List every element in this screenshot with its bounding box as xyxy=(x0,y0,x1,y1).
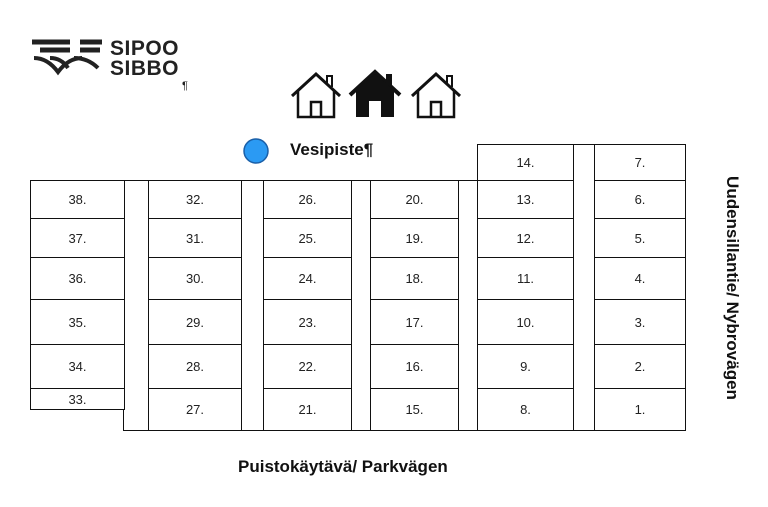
plot-19[interactable]: 19. xyxy=(370,218,459,258)
road-label-right: Uudensillantie/ Nybrovägen xyxy=(723,176,742,400)
plot-6[interactable]: 6. xyxy=(594,180,686,219)
house-filled-icon xyxy=(347,68,403,120)
water-point-label: Vesipiste¶ xyxy=(290,140,374,159)
plot-14[interactable]: 14. xyxy=(477,144,574,181)
plot-29[interactable]: 29. xyxy=(148,299,242,345)
plot-11[interactable]: 11. xyxy=(477,257,574,300)
plot-31[interactable]: 31. xyxy=(148,218,242,258)
path-strip xyxy=(351,180,371,431)
plot-36[interactable]: 36. xyxy=(30,257,125,300)
logo-line-2: SIBBO xyxy=(110,57,180,80)
path-strip xyxy=(240,180,264,431)
plot-33[interactable]: 33. xyxy=(30,388,125,410)
plot-28[interactable]: 28. xyxy=(148,344,242,389)
plot-30[interactable]: 30. xyxy=(148,257,242,300)
plot-5[interactable]: 5. xyxy=(594,218,686,258)
plot-37[interactable]: 37. xyxy=(30,218,125,258)
sipoo-logo xyxy=(30,36,190,92)
plot-38[interactable]: 38. xyxy=(30,180,125,219)
plot-18[interactable]: 18. xyxy=(370,257,459,300)
plot-22[interactable]: 22. xyxy=(263,344,352,389)
water-point-icon xyxy=(241,136,271,166)
road-label-bottom: Puistokäytävä/ Parkvägen xyxy=(238,457,448,476)
plot-23[interactable]: 23. xyxy=(263,299,352,345)
plot-21[interactable]: 21. xyxy=(263,388,352,431)
plot-26[interactable]: 26. xyxy=(263,180,352,219)
logo-line-1: SIPOO xyxy=(110,37,180,60)
path-strip xyxy=(458,180,478,431)
path-strip xyxy=(573,144,595,431)
plot-1[interactable]: 1. xyxy=(594,388,686,431)
plot-27[interactable]: 27. xyxy=(148,388,242,431)
plot-12[interactable]: 12. xyxy=(477,218,574,258)
plot-13[interactable]: 13. xyxy=(477,180,574,219)
plot-16[interactable]: 16. xyxy=(370,344,459,389)
plot-15[interactable]: 15. xyxy=(370,388,459,431)
plot-35[interactable]: 35. xyxy=(30,299,125,345)
house-outline-icon xyxy=(289,70,343,120)
plot-34[interactable]: 34. xyxy=(30,344,125,389)
sipoo-logo-mark-icon xyxy=(30,36,106,76)
plot-10[interactable]: 10. xyxy=(477,299,574,345)
plot-2[interactable]: 2. xyxy=(594,344,686,389)
plot-7[interactable]: 7. xyxy=(594,144,686,181)
plot-9[interactable]: 9. xyxy=(477,344,574,389)
plot-3[interactable]: 3. xyxy=(594,299,686,345)
path-strip xyxy=(123,180,149,431)
plot-25[interactable]: 25. xyxy=(263,218,352,258)
plot-4[interactable]: 4. xyxy=(594,257,686,300)
plot-17[interactable]: 17. xyxy=(370,299,459,345)
plot-24[interactable]: 24. xyxy=(263,257,352,300)
house-outline-icon xyxy=(409,70,463,120)
plot-8[interactable]: 8. xyxy=(477,388,574,431)
logo-pilcrow: ¶ xyxy=(182,80,188,92)
plot-20[interactable]: 20. xyxy=(370,180,459,219)
plot-32[interactable]: 32. xyxy=(148,180,242,219)
